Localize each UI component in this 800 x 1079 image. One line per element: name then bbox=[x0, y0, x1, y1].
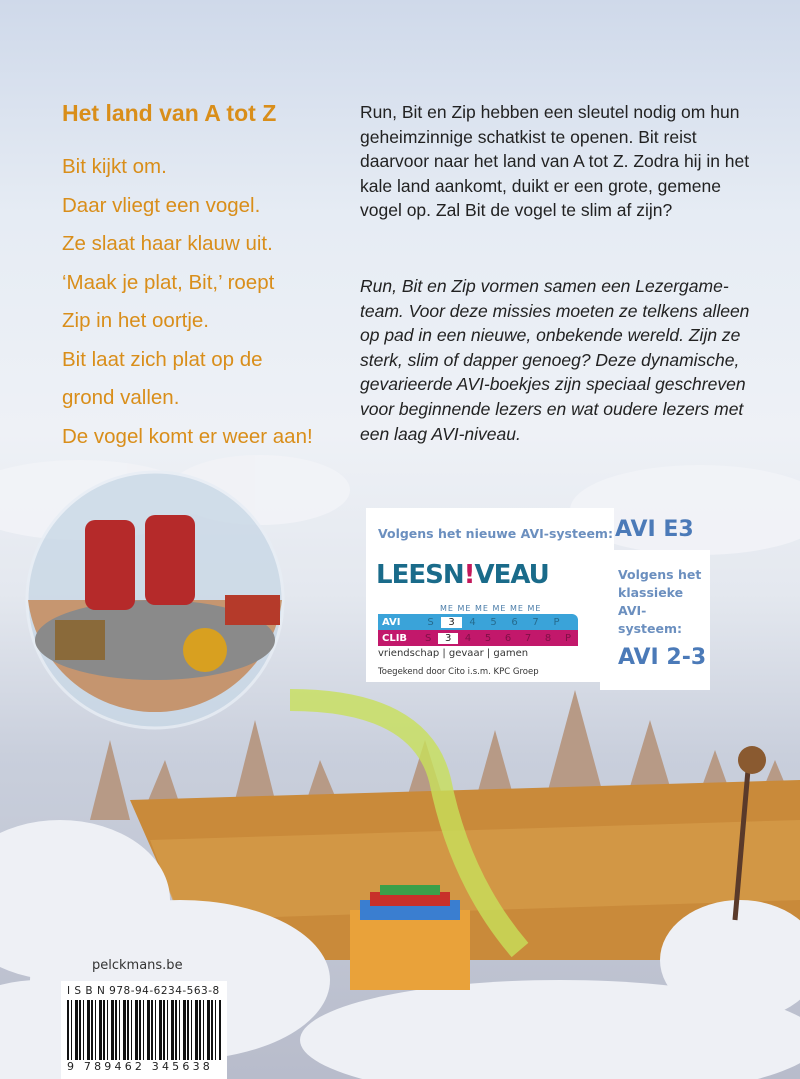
story-line: Zip in het oortje. bbox=[62, 309, 209, 332]
story-line: De vogel komt er weer aan! bbox=[62, 424, 313, 448]
classic-avi-level: AVI 2-3 bbox=[618, 645, 707, 670]
cell: 7 bbox=[524, 632, 532, 644]
story-line: ‘Maak je plat, Bit,’ roept bbox=[62, 270, 275, 294]
cell: 8 bbox=[544, 632, 552, 644]
cell: S bbox=[427, 616, 434, 628]
cell: 5 bbox=[490, 616, 497, 628]
cell: 6 bbox=[504, 632, 512, 644]
story-line: Bit laat zich plat op de bbox=[62, 347, 263, 371]
blurb: Run, Bit en Zip hebben een sleutel nodig om hun geheimzinnige schatkist te openen. Bit reist daarvoor naar het land van A tot Z. Zodra hij in het kale land aankomt, duikt er een grote, gemene vogel op. Zal Bit de vogel te slim af zijn? bbox=[360, 102, 750, 221]
cell: S bbox=[424, 632, 432, 644]
classic-avi-label: Volgens het klassieke AVI-systeem: bbox=[618, 567, 702, 636]
story-excerpt bbox=[62, 148, 313, 456]
grid-subtitle: vriendschap | gevaar | gamen bbox=[378, 648, 529, 659]
clib-row bbox=[378, 630, 578, 646]
story-title: Het land van A tot Z bbox=[62, 100, 277, 126]
logo-part: VEAU bbox=[474, 560, 549, 590]
barcode-bars bbox=[67, 1000, 221, 1060]
avi-row bbox=[378, 614, 578, 630]
grid-header: ME ME ME ME ME ME bbox=[440, 604, 542, 613]
cell-selected: 3 bbox=[438, 633, 458, 644]
story-line: Daar vliegt een vogel. bbox=[62, 193, 261, 217]
cell: 4 bbox=[469, 616, 476, 628]
logo-part: LEES bbox=[376, 560, 443, 590]
series-blurb: Run, Bit en Zip vormen samen een Lezergame-team. Voor deze missies moeten ze telkens alleen op pad in een nieuwe, onbekende wereld. Zijn ze sterk, slim of dapper genoeg? Deze dynamische, gevarieerde AVI-boekjes zijn speciaal geschreven voor beginnende lezers en wat oudere lezers met een laag AVI-niveau. bbox=[360, 276, 750, 444]
new-avi-label: Volgens het nieuwe AVI-systeem: bbox=[378, 526, 613, 541]
leesniveau-logo bbox=[376, 560, 549, 590]
row-label: AVI bbox=[382, 616, 401, 628]
row-label: CLIB bbox=[382, 632, 408, 644]
cell: P bbox=[553, 616, 560, 628]
publisher-website: pelckmans.be bbox=[92, 958, 183, 973]
story-line: Ze slaat haar klauw uit. bbox=[62, 232, 273, 255]
logo-part: N bbox=[442, 560, 464, 590]
isbn-barcode bbox=[61, 981, 227, 1079]
cell: 5 bbox=[484, 632, 492, 644]
story-line: grond vallen. bbox=[62, 386, 180, 409]
cell: P bbox=[565, 632, 572, 644]
cell: 4 bbox=[464, 632, 472, 644]
cell: 7 bbox=[532, 616, 539, 628]
new-avi-level: AVI E3 bbox=[615, 517, 694, 542]
barcode-digits: 9 789462 345638 bbox=[67, 1060, 213, 1073]
cito-credit: Toegekend door Cito i.s.m. KPC Groep bbox=[378, 667, 539, 677]
cell: 6 bbox=[511, 616, 518, 628]
level-grid bbox=[378, 604, 578, 659]
cell-selected: 3 bbox=[441, 617, 462, 628]
isbn-text: I S B N 978-94-6234-563-8 bbox=[67, 985, 220, 997]
logo-part: ! bbox=[463, 560, 475, 590]
story-line: Bit kijkt om. bbox=[62, 155, 167, 178]
